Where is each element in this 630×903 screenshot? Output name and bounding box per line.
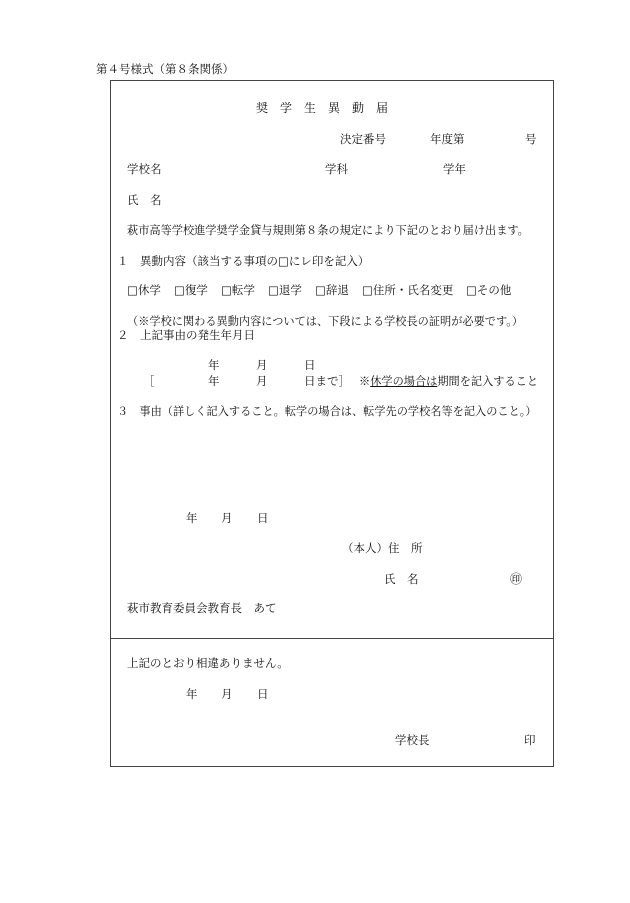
- decision-number-label: 決定番号: [340, 132, 386, 146]
- leave-period-note: [359, 376, 538, 387]
- addressee: 萩市教育委員会教育長 あて: [127, 601, 277, 615]
- date-month: 月: [256, 358, 268, 372]
- submission-day: 日: [257, 511, 269, 525]
- option-transfer[interactable]: □転学: [221, 283, 255, 297]
- certification-day: 日: [257, 687, 269, 701]
- applicant-address-label: （本人）住 所: [342, 541, 423, 555]
- option-withdrawal[interactable]: □退学: [268, 283, 302, 297]
- bracket-open: ［: [143, 374, 155, 388]
- item2-heading: ２ 上記事由の発生年月日: [117, 328, 255, 342]
- option-leave[interactable]: □休学: [127, 283, 161, 297]
- option-address-name-change[interactable]: □住所・氏名変更: [362, 283, 454, 297]
- intro-text: 萩市高等学校進学奨学金貸与規則第８条の規定により下記のとおり届け出ます。: [127, 224, 529, 237]
- form-title: 奨 学 生 異 動 届: [256, 101, 389, 115]
- item3-heading: ３ 事由（詳しく記入すること。転学の場合は、転学先の学校名等を記入のこと。）: [117, 405, 537, 418]
- principal-seal: 印: [524, 733, 536, 747]
- certification-year: 年: [186, 687, 198, 701]
- date-day: 日: [304, 358, 316, 372]
- until-month: 月: [256, 374, 268, 388]
- leave-note-prefix: ※: [359, 375, 371, 388]
- grade-label: 学年: [443, 162, 466, 176]
- form-number: 第４号様式（第８条関係）: [96, 62, 234, 76]
- certification-month: 月: [221, 687, 233, 701]
- department-label: 学科: [325, 162, 348, 176]
- principal-label: 学校長: [395, 733, 430, 747]
- leave-note-underlined: 休学の場合は: [370, 375, 438, 388]
- item1-heading: １ 異動内容（該当する事項の□にレ印を記入）: [117, 254, 370, 268]
- applicant-name-label: 氏 名: [384, 572, 419, 586]
- confirmation-text: 上記のとおり相違ありません。: [127, 656, 289, 670]
- leave-note-suffix: 期間を記入すること: [437, 375, 539, 388]
- until-day: 日まで］: [304, 374, 350, 388]
- certification-note: （※学校に関わる異動内容については、下段による学校長の証明が必要です。）: [127, 315, 524, 328]
- submission-year: 年: [186, 511, 198, 525]
- fiscal-year-label: 年度第: [430, 132, 465, 146]
- option-decline[interactable]: □辞退: [315, 283, 349, 297]
- student-name-label: 氏 名: [127, 193, 162, 207]
- until-year: 年: [208, 374, 220, 388]
- option-return[interactable]: □復学: [174, 283, 208, 297]
- seal-mark: ㊞: [510, 572, 523, 586]
- number-suffix: 号: [525, 132, 537, 146]
- school-name-label: 学校名: [127, 162, 162, 176]
- option-other[interactable]: □その他: [466, 283, 512, 297]
- date-year: 年: [208, 358, 220, 372]
- submission-month: 月: [221, 511, 233, 525]
